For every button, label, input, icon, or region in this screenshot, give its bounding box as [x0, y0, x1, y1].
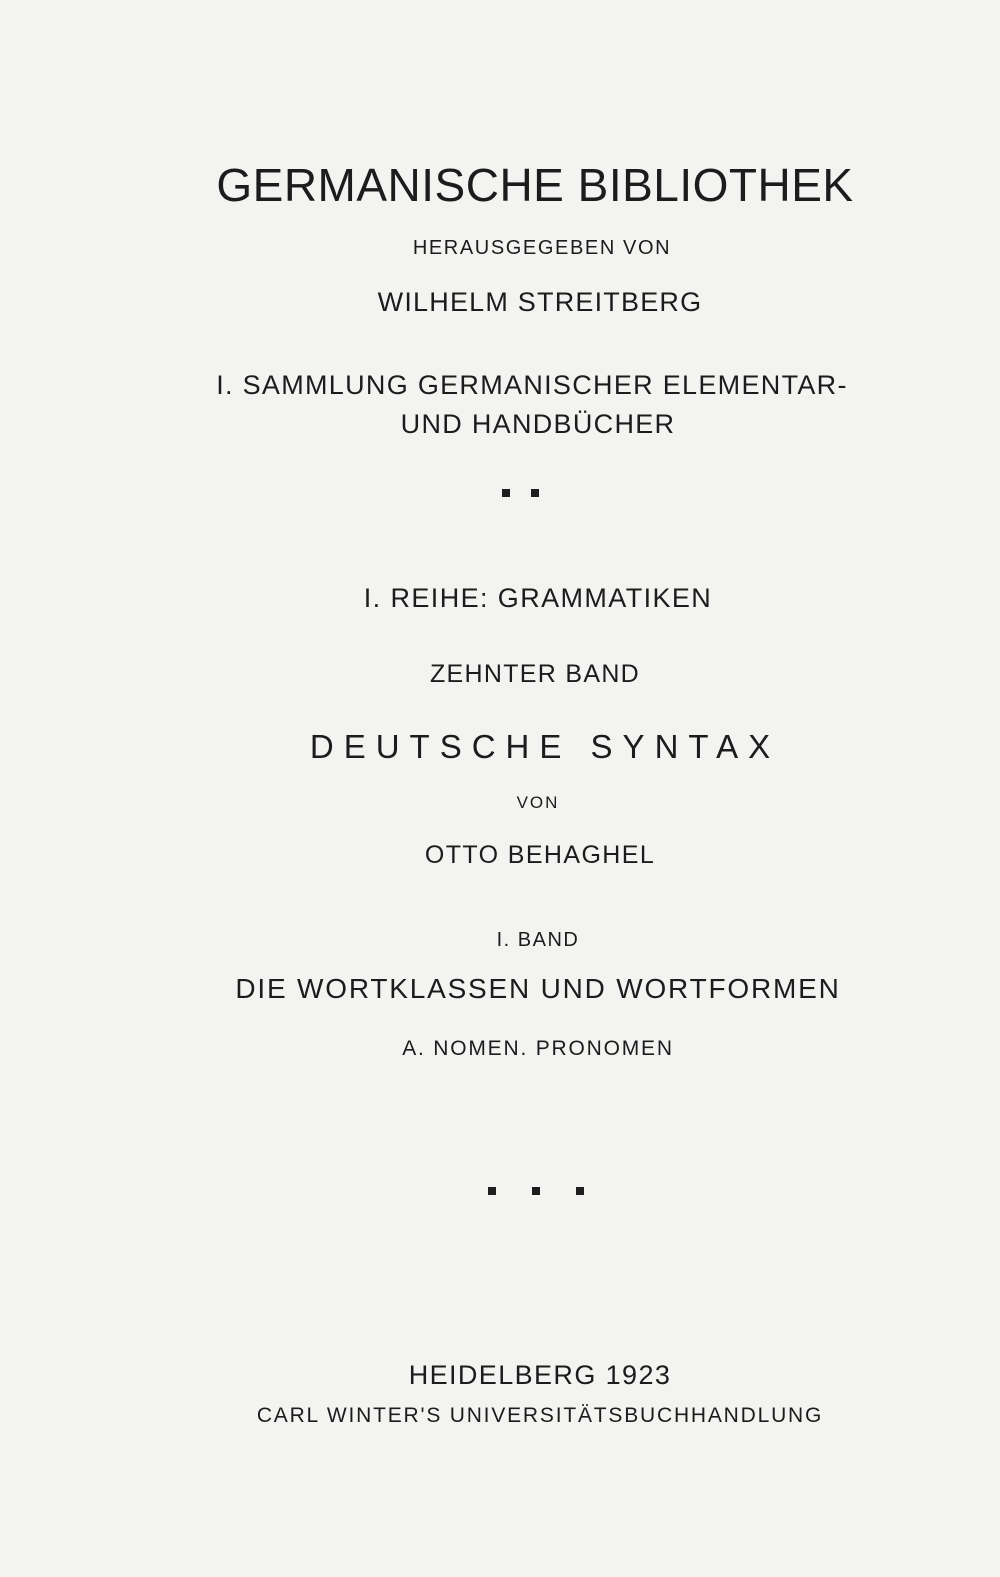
- ornament-square: [532, 1187, 540, 1195]
- book-title: DEUTSCHE SYNTAX: [309, 728, 781, 765]
- band-number: I. BAND: [496, 929, 580, 951]
- by-label: VON: [516, 793, 560, 812]
- row-title: I. REIHE: GRAMMATIKEN: [363, 583, 713, 613]
- editor-name: WILHELM STREITBERG: [377, 287, 703, 317]
- book-subtitle: DIE WORTKLASSEN UND WORTFORMEN: [235, 973, 841, 1004]
- place-year: HEIDELBERG 1923: [408, 1360, 672, 1390]
- ornament-square: [531, 489, 539, 497]
- series-title: GERMANISCHE BIBLIOTHEK: [216, 159, 854, 211]
- ornament-square: [488, 1187, 496, 1195]
- author-name: OTTO BEHAGHEL: [424, 841, 656, 869]
- edited-by-label: HERAUSGEGEBEN VON: [412, 237, 672, 259]
- ornament-square: [576, 1187, 584, 1195]
- ornament-square: [502, 489, 510, 497]
- publisher-name: CARL WINTER'S UNIVERSITÄTSBUCHHANDLUNG: [256, 1404, 824, 1427]
- part-title: A. NOMEN. PRONOMEN: [402, 1037, 674, 1060]
- volume-number: ZEHNTER BAND: [429, 660, 641, 688]
- collection-line-1: I. SAMMLUNG GERMANISCHER ELEMENTAR-: [216, 370, 848, 400]
- collection-line-2: UND HANDBÜCHER: [400, 409, 676, 439]
